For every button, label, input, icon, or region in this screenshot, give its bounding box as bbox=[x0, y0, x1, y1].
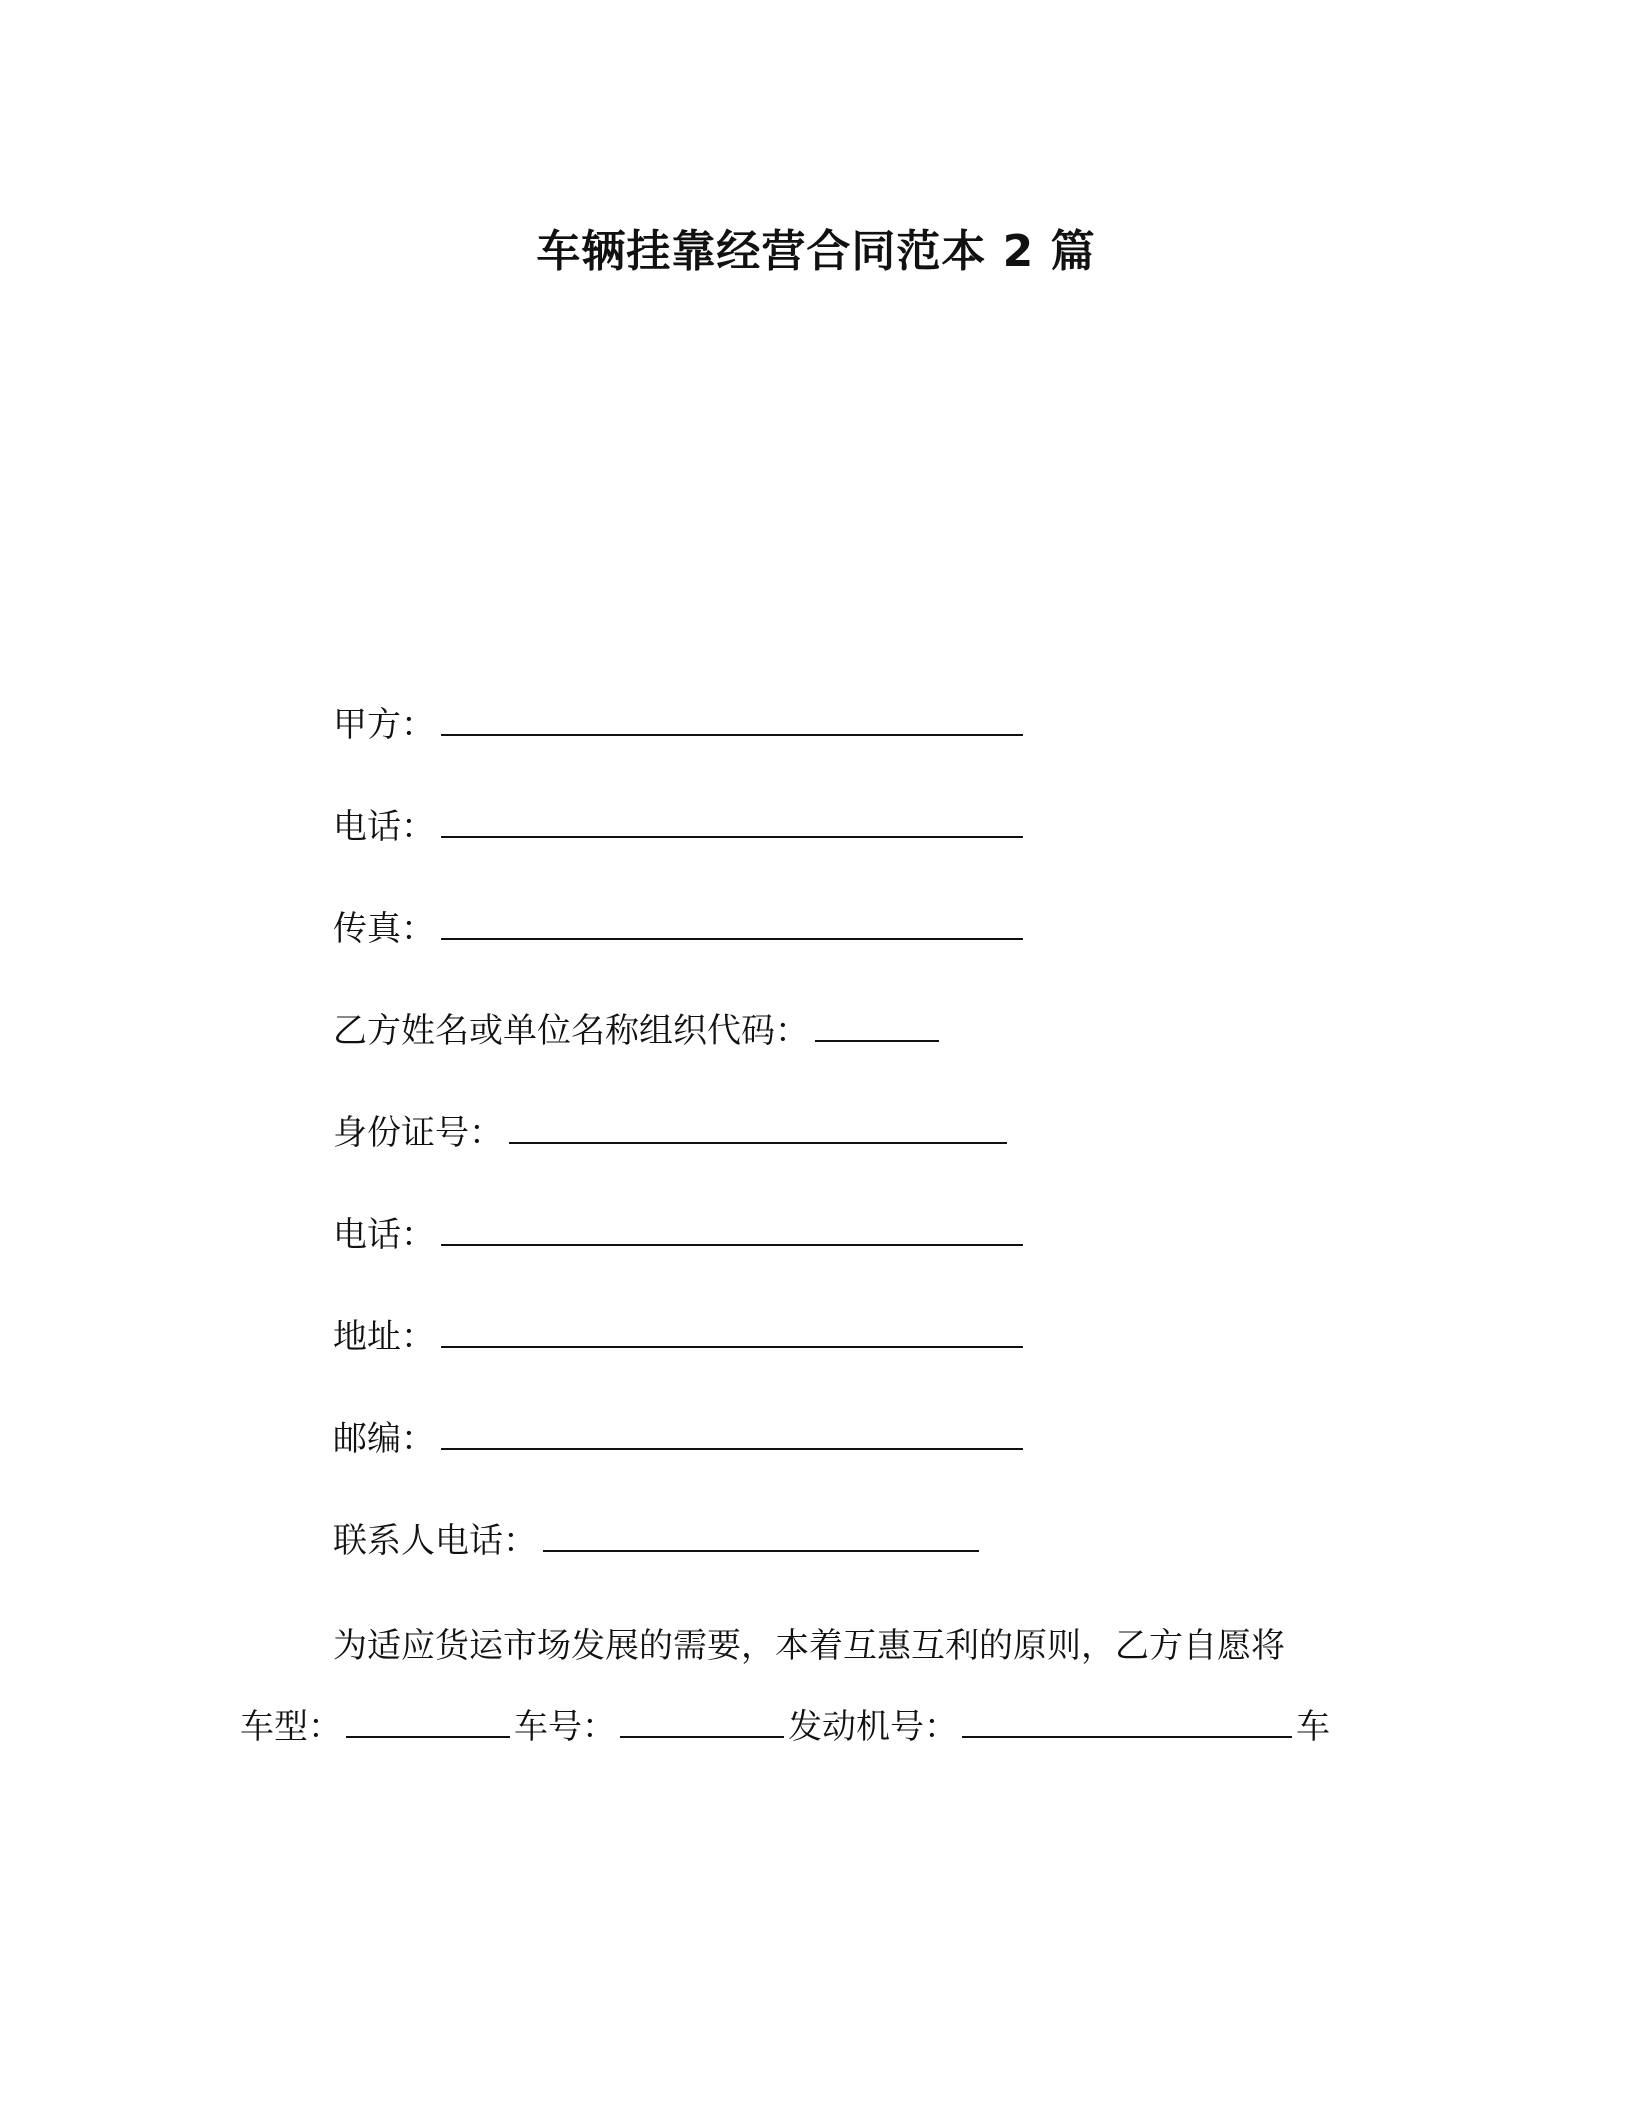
party-a-phone-row bbox=[333, 800, 1023, 851]
party-b-phone-row bbox=[333, 1208, 1023, 1259]
party-a-name-blank[interactable] bbox=[441, 698, 1023, 736]
party-b-postcode-row bbox=[333, 1412, 1023, 1463]
engine-blank[interactable] bbox=[962, 1700, 1292, 1738]
trailing-text: 车 bbox=[1296, 1707, 1330, 1747]
party-b-phone-label: 电话： bbox=[333, 1215, 435, 1255]
party-b-phone-blank[interactable] bbox=[441, 1208, 1023, 1246]
party-b-id-row bbox=[333, 1106, 1007, 1157]
party-a-fax-blank[interactable] bbox=[441, 902, 1023, 940]
party-b-contact-label: 联系人电话： bbox=[333, 1521, 537, 1561]
vehicle-info-line bbox=[240, 1700, 1330, 1751]
party-a-fax-row bbox=[333, 902, 1023, 953]
party-b-contact-row bbox=[333, 1514, 979, 1565]
party-b-postcode-blank[interactable] bbox=[441, 1412, 1023, 1450]
party-b-id-blank[interactable] bbox=[509, 1106, 1007, 1144]
intro-paragraph-line-1: 为适应货运市场发展的需要，本着互惠互利的原则，乙方自愿将 bbox=[333, 1626, 1285, 1666]
vehicle-type-blank[interactable] bbox=[346, 1700, 510, 1738]
party-a-phone-label: 电话： bbox=[333, 807, 435, 847]
party-b-name-row bbox=[333, 1004, 939, 1055]
party-b-postcode-label: 邮编： bbox=[333, 1419, 435, 1459]
document-title: 车辆挂靠经营合同范本 2 篇 bbox=[536, 226, 1096, 277]
party-b-address-blank[interactable] bbox=[441, 1310, 1023, 1348]
party-a-name-label: 甲方： bbox=[333, 705, 435, 745]
plate-blank[interactable] bbox=[620, 1700, 784, 1738]
party-b-name-blank[interactable] bbox=[815, 1004, 939, 1042]
party-a-name-row bbox=[333, 698, 1023, 749]
party-b-address-label: 地址： bbox=[333, 1317, 435, 1357]
engine-label: 发动机号： bbox=[788, 1707, 958, 1747]
vehicle-type-label: 车型： bbox=[240, 1707, 342, 1747]
plate-label: 车号： bbox=[514, 1707, 616, 1747]
party-b-address-row bbox=[333, 1310, 1023, 1361]
party-a-fax-label: 传真： bbox=[333, 909, 435, 949]
party-a-phone-blank[interactable] bbox=[441, 800, 1023, 838]
party-b-contact-blank[interactable] bbox=[543, 1514, 979, 1552]
party-b-name-label: 乙方姓名或单位名称组织代码： bbox=[333, 1011, 809, 1051]
party-b-id-label: 身份证号： bbox=[333, 1113, 503, 1153]
